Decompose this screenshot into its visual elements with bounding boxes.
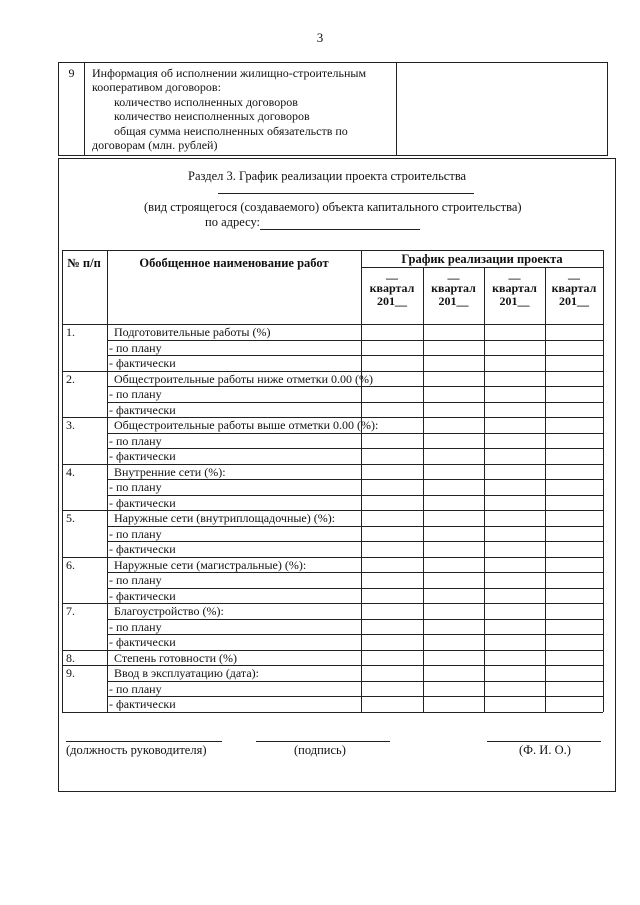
fact-label: - фактически (109, 356, 176, 370)
quarter-header (361, 272, 423, 308)
address-line (260, 229, 420, 230)
quarter-year: 201__ (499, 294, 530, 308)
fact-label: - фактически (109, 635, 176, 649)
row-number: 3. (66, 418, 75, 432)
fact-label: - фактически (109, 402, 176, 417)
row-name: Общестроительные работы выше отметки 0.00 (%): (114, 418, 379, 432)
position-line (66, 741, 222, 742)
column-divider (107, 250, 108, 712)
row-number: 6. (66, 557, 75, 572)
sub-row-divider (107, 572, 603, 573)
row-divider (62, 712, 603, 713)
fact-label: - фактически (109, 449, 176, 463)
sub-row-divider (107, 526, 603, 527)
object-type-line (218, 193, 474, 194)
row-number: 8. (66, 650, 75, 665)
quarter-word: квартал (551, 281, 597, 295)
plan-label: - по плану (109, 573, 162, 587)
sub-row-divider (107, 681, 603, 682)
sub-row-divider (107, 448, 603, 449)
plan-label: - по плану (109, 681, 162, 696)
row-number: 9. (66, 666, 75, 680)
quarter-year: 201__ (377, 294, 407, 308)
row9-line: количество неисполненных договоров (114, 109, 310, 123)
column-divider (62, 250, 63, 712)
row-name: Подготовительные работы (%) (114, 325, 271, 339)
address-label: по адресу: (205, 215, 261, 229)
quarter-word: квартал (431, 281, 476, 295)
quarter-dash: — (508, 271, 521, 285)
quarter-year: 201__ (559, 294, 589, 308)
plan-label: - по плану (109, 526, 162, 541)
sub-row-divider (107, 402, 603, 403)
object-type-caption: (вид строящегося (создаваемого) объекта капитального строительства) (144, 200, 522, 214)
row9-table (58, 62, 608, 156)
row-name: Степень готовности (%) (114, 650, 237, 665)
quarter-header (423, 272, 484, 308)
quarter-dash: — (386, 271, 398, 285)
name-caption: (Ф. И. О.) (519, 743, 571, 757)
quarter-year: 201__ (438, 294, 469, 308)
sub-row-divider (107, 634, 603, 635)
fact-label: - фактически (109, 495, 176, 510)
section-title: Раздел 3. График реализации проекта строительства (188, 169, 467, 183)
quarter-dash: — (447, 271, 460, 285)
quarter-word: квартал (369, 281, 415, 295)
quarter-header (484, 272, 545, 308)
sub-row-divider (107, 386, 603, 387)
header-num: № п/п (67, 256, 101, 270)
row9-line: кооперативом договоров: (92, 80, 221, 94)
signature-caption: (подпись) (294, 743, 346, 757)
row9-line: количество исполненных договоров (114, 95, 298, 109)
sub-row-divider (107, 355, 603, 356)
quarter-header (545, 272, 603, 308)
column-divider (603, 250, 604, 712)
fact-label: - фактически (109, 542, 176, 556)
row-name: Общестроительные работы ниже отметки 0.00 (%) (114, 371, 373, 386)
signature-line (256, 741, 390, 742)
plan-label: - по плану (109, 387, 162, 401)
fact-label: - фактически (109, 588, 176, 603)
row-name: Благоустройство (%): (114, 604, 224, 618)
row9-text-cell (86, 63, 397, 155)
sub-row-divider (107, 696, 603, 697)
column-divider (484, 267, 485, 712)
sub-row-divider (107, 619, 603, 620)
name-line (487, 741, 601, 742)
row-name: Внутренние сети (%): (114, 464, 226, 479)
plan-label: - по плану (109, 340, 162, 355)
header-name: Обобщенное наименование работ (139, 256, 329, 270)
fact-label: - фактически (109, 697, 176, 711)
position-caption: (должность руководителя) (66, 743, 207, 757)
plan-label: - по плану (109, 619, 162, 634)
header-schedule: График реализации проекта (401, 252, 563, 266)
schedule-table (62, 250, 603, 711)
plan-label: - по плану (109, 433, 162, 448)
quarter-word: квартал (492, 281, 537, 295)
plan-label: - по плану (109, 480, 162, 494)
row-name: Ввод в эксплуатацию (дата): (114, 666, 259, 680)
column-divider (423, 267, 424, 712)
row-name: Наружные сети (внутриплощадочные) (%): (114, 511, 336, 525)
sub-row-divider (107, 479, 603, 480)
row-number: 5. (66, 511, 75, 525)
sub-row-divider (107, 433, 603, 434)
row9-number: 9 (59, 63, 85, 155)
row-name: Наружные сети (магистральные) (%): (114, 557, 307, 572)
row9-line: общая сумма неисполненных обязательств по (114, 124, 348, 138)
column-divider (361, 250, 362, 712)
sub-row-divider (107, 588, 603, 589)
column-divider (545, 267, 546, 712)
sub-row-divider (107, 541, 603, 542)
sub-row-divider (107, 340, 603, 341)
page-number: 3 (316, 30, 324, 45)
quarter-dash: — (568, 271, 580, 285)
row9-line: договорам (млн. рублей) (92, 138, 218, 152)
row-number: 7. (66, 604, 75, 618)
row-number: 2. (66, 371, 75, 386)
table-top-border (62, 250, 603, 251)
row9-line: Информация об исполнении жилищно-строительным (92, 66, 367, 80)
row-number: 4. (66, 464, 75, 479)
sub-row-divider (107, 495, 603, 496)
row-number: 1. (66, 325, 75, 339)
schedule-header-divider (361, 267, 603, 268)
